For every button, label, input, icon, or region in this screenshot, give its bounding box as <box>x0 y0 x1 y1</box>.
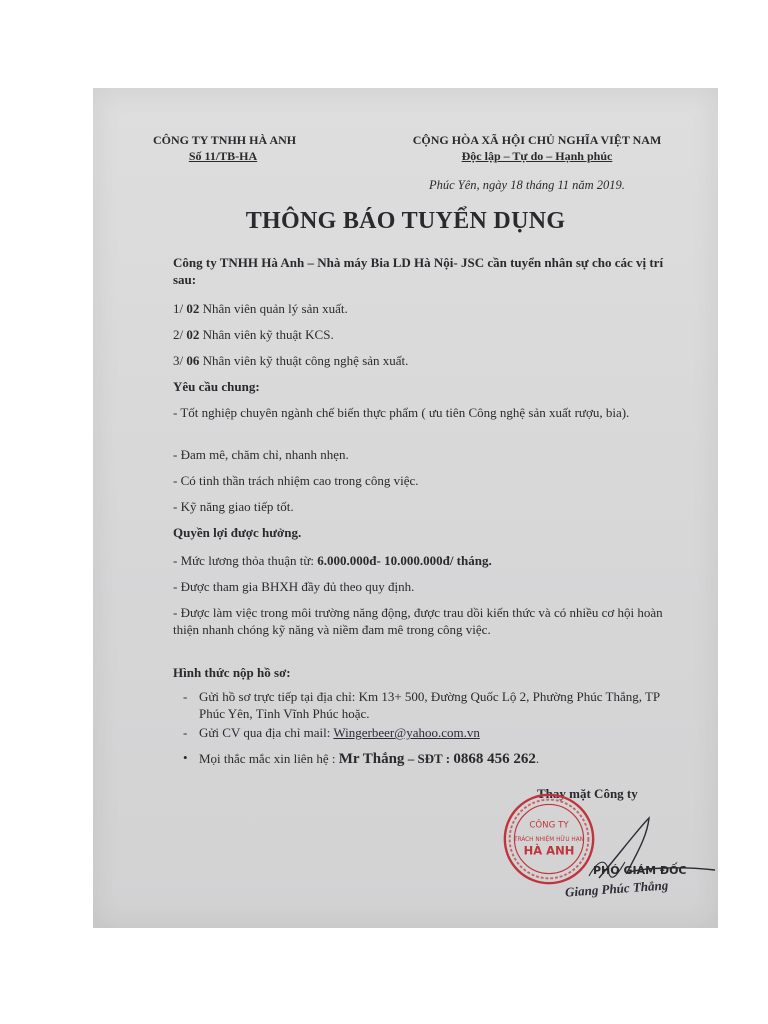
contact-phone: 0868 456 262 <box>453 751 536 767</box>
company-name: CÔNG TY TNHH HÀ ANH <box>153 133 297 147</box>
position-item <box>173 352 681 369</box>
position-text: Nhân viên kỹ thuật KCS. <box>202 327 334 342</box>
submission-direct <box>183 688 681 722</box>
page-title: THÔNG BÁO TUYỂN DỤNG <box>245 208 566 234</box>
seal-company: CÔNG TY <box>529 820 569 831</box>
position-item <box>173 300 681 317</box>
submission-email <box>183 724 681 741</box>
position-count: 02 <box>186 327 200 342</box>
email-link[interactable]: Wingerbeer@yahoo.com.vn <box>333 725 480 740</box>
benefits-heading: Quyền lợi được hưởng. <box>173 525 302 540</box>
requirement-item: - Kỹ năng giao tiếp tốt. <box>173 499 294 514</box>
position-count: 02 <box>186 301 200 316</box>
position-text: Nhân viên quản lý sản xuất. <box>202 301 348 316</box>
contact-end: . <box>535 751 540 766</box>
seal-name: HÀ ANH <box>523 843 575 858</box>
date-line: Phúc Yên, ngày 18 tháng 11 năm 2019. <box>429 178 625 192</box>
contact-separator: – SĐT : <box>404 751 454 766</box>
intro-paragraph: Công ty TNHH Hà Anh – Nhà máy Bia LD Hà Nội- JSC cần tuyển nhân sự cho các vị trí sau: <box>173 255 664 287</box>
position-text: Nhân viên kỹ thuật công nghệ sản xuất. <box>202 353 409 368</box>
dash-marker: - <box>183 725 188 740</box>
on-behalf-label: Thay mặt Công ty <box>537 786 638 801</box>
benefit-item: - Được tham gia BHXH đầy đủ theo quy định. <box>173 579 415 594</box>
requirement-item: - Đam mê, chăm chỉ, nhanh nhẹn. <box>173 447 349 462</box>
position-item <box>173 326 681 343</box>
position-prefix: 2/ <box>173 327 184 342</box>
national-header <box>389 132 685 164</box>
company-header <box>153 132 297 164</box>
position-prefix: 1/ <box>173 301 184 316</box>
benefit-item: - Được làm việc trong môi trường năng động, được trau dồi kiến thức và có nhiều cơ hội hoàn thiện nhanh chóng kỹ năng và niềm đam mê trong công việc. <box>173 605 663 637</box>
document-number: Số 11/TB-HA <box>188 149 258 163</box>
email-prefix: Gửi CV qua địa chỉ mail: <box>199 725 334 740</box>
salary-prefix: - Mức lương thỏa thuận từ: <box>173 553 318 568</box>
submission-direct-text: Gửi hồ sơ trực tiếp tại địa chỉ: Km 13+ 500, Đường Quốc Lộ 2, Phường Phúc Thắng, TP Phúc Yên, Tỉnh Vĩnh Phúc hoặc. <box>199 689 660 721</box>
salary-item <box>173 552 681 569</box>
director-title: PHÓ GIÁM ĐỐC <box>593 864 687 877</box>
national-motto: Độc lập – Tự do – Hạnh phúc <box>461 149 613 163</box>
republic-title: CỘNG HÒA XÃ HỘI CHỦ NGHĨA VIỆT NAM <box>412 133 662 147</box>
signature-scribble <box>529 788 718 918</box>
submission-heading: Hình thức nộp hồ sơ: <box>173 665 291 680</box>
requirement-item: - Tốt nghiệp chuyên ngành chế biến thực phẩm ( ưu tiên Công nghệ sản xuất rượu, bia). <box>173 405 630 420</box>
signer-name: Giang Phúc Thắng <box>564 877 669 900</box>
requirements-heading: Yêu cầu chung: <box>173 379 260 394</box>
document-page <box>93 88 718 928</box>
dash-marker: - <box>183 689 188 704</box>
bullet-dot: • <box>183 750 188 765</box>
seal-type: TRÁCH NHIỆM HỮU HẠN <box>514 836 584 843</box>
contact-prefix: Mọi thắc mắc xin liên hệ : <box>199 751 339 766</box>
contact-name: Mr Thắng <box>338 751 405 767</box>
requirement-item: - Có tinh thần trách nhiệm cao trong công việc. <box>173 473 419 488</box>
position-prefix: 3/ <box>173 353 184 368</box>
salary-value: 6.000.000đ- 10.000.000đ/ tháng. <box>317 553 492 568</box>
position-count: 06 <box>186 353 200 368</box>
contact-line <box>183 750 699 768</box>
